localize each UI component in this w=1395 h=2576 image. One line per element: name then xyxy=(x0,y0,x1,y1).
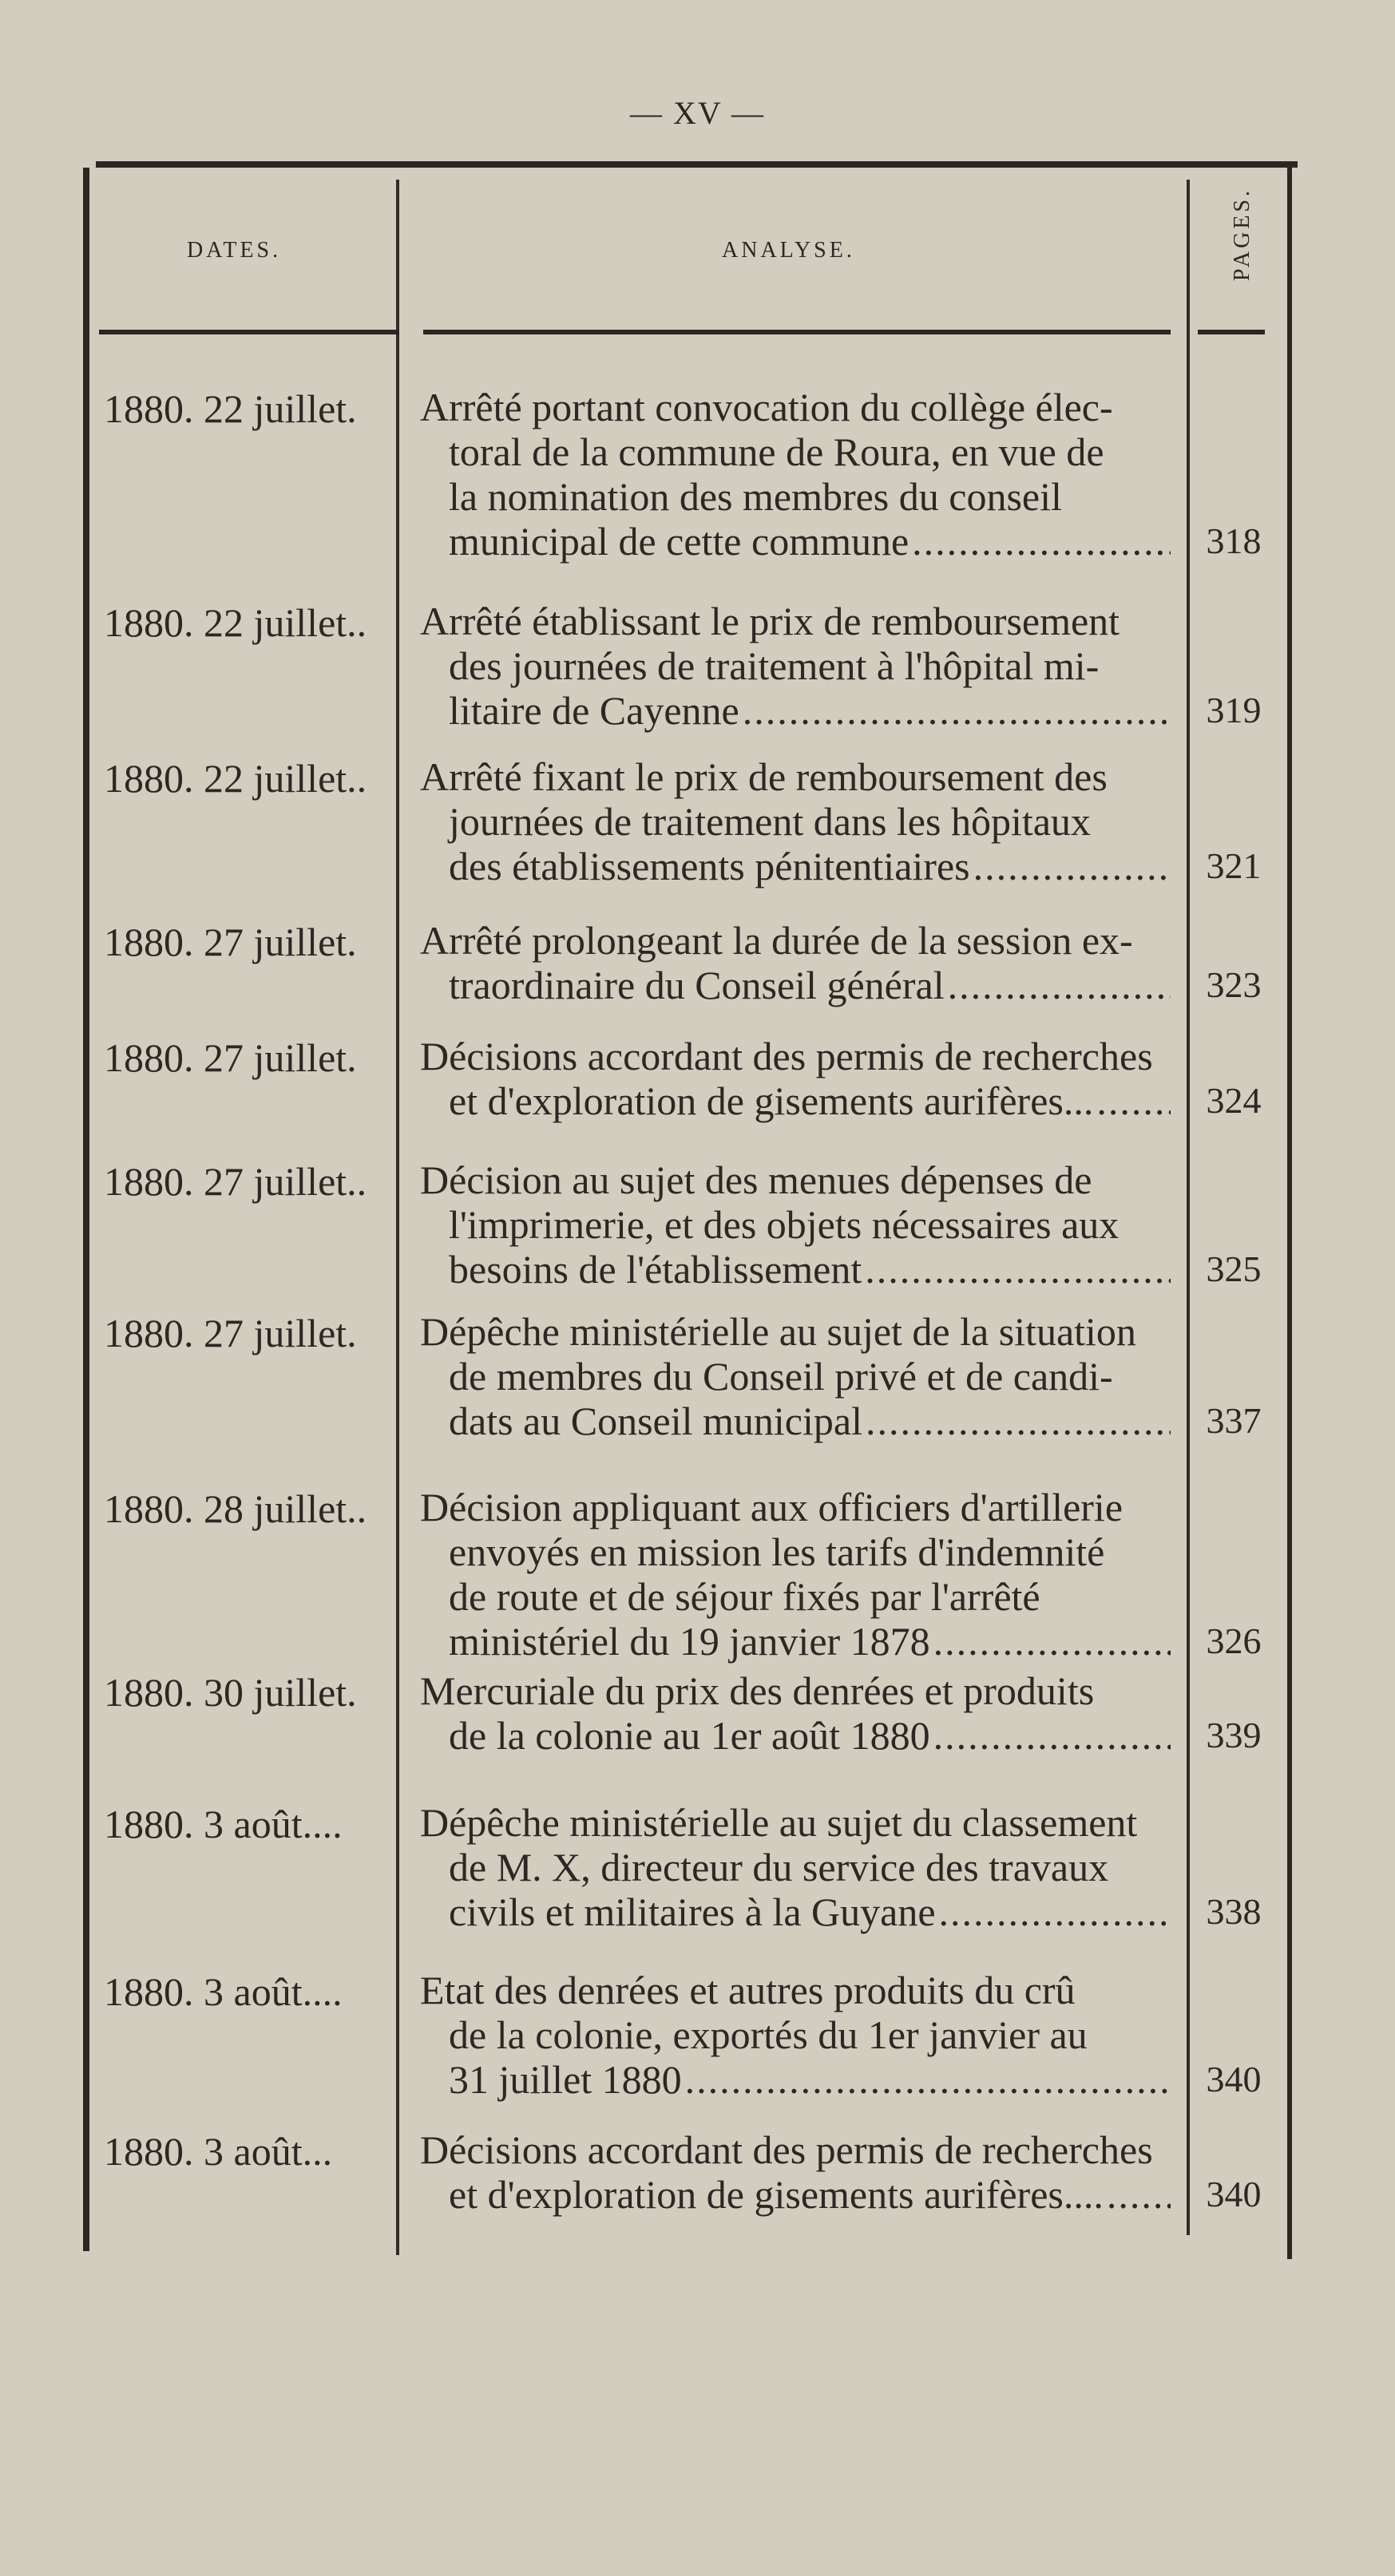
entry-page-number: 340 xyxy=(1206,2174,1262,2214)
leader-dots xyxy=(939,1889,1171,1934)
analysis-line: Décision au sujet des menues dépenses de xyxy=(420,1157,1092,1202)
entry-analysis xyxy=(420,385,1171,564)
analysis-line: journées de traitement dans les hôpitaux xyxy=(449,799,1091,844)
entry-page-number: 325 xyxy=(1206,1248,1262,1289)
leader-dots xyxy=(912,519,1171,564)
page-number-header: — XV — xyxy=(629,95,766,131)
analysis-line-text: civils et militaires à la Guyane xyxy=(449,1889,936,1934)
analysis-line xyxy=(420,844,1171,888)
column-divider-dates xyxy=(396,180,399,2255)
analysis-line: Dépêche ministérielle au sujet de la situation xyxy=(420,1309,1136,1354)
leader-dots xyxy=(933,1713,1171,1758)
entry-analysis xyxy=(420,918,1171,1007)
column-header-pages: PAGES. xyxy=(1230,188,1254,282)
analysis-line-text: dats au Conseil municipal xyxy=(449,1399,862,1443)
entry-page-number: 326 xyxy=(1206,1620,1262,1661)
entry-analysis xyxy=(420,1309,1171,1443)
entry-analysis xyxy=(420,599,1171,733)
analysis-line: Dépêche ministérielle au sujet du classement xyxy=(420,1800,1138,1845)
entry-analysis xyxy=(420,1034,1171,1123)
analysis-line: Arrêté établissant le prix de remboursement xyxy=(420,599,1120,643)
table-right-border xyxy=(1287,168,1292,2259)
analysis-line-text: et d'exploration de gisements aurifères.... xyxy=(449,2172,1104,2217)
column-header-dates: DATES. xyxy=(187,238,282,263)
entry-analysis xyxy=(420,1668,1171,1758)
analysis-line xyxy=(420,1247,1171,1292)
analysis-line-text: traordinaire du Conseil général xyxy=(449,963,945,1007)
analysis-line: de membres du Conseil privé et de candi- xyxy=(449,1354,1113,1399)
entry-date: 1880. 27 juillet.. xyxy=(104,1159,367,1204)
analysis-line-text: et d'exploration de gisements aurifères... xyxy=(449,1078,1094,1123)
entry-date: 1880. 28 juillet.. xyxy=(104,1486,367,1531)
column-header-analyse: ANALYSE. xyxy=(722,238,855,263)
analysis-line: Arrêté fixant le prix de remboursement des xyxy=(420,754,1108,799)
analysis-line: toral de la commune de Roura, en vue de xyxy=(449,429,1104,474)
analysis-line: Décision appliquant aux officiers d'artillerie xyxy=(420,1485,1124,1529)
entry-page-number: 340 xyxy=(1206,2059,1262,2099)
entry-date: 1880. 27 juillet. xyxy=(104,1035,357,1080)
entry-date: 1880. 22 juillet. xyxy=(104,386,357,431)
analysis-line-text: besoins de l'établissement xyxy=(449,1247,862,1292)
analysis-line-text: des établissements pénitentiaires xyxy=(449,844,970,888)
entry-page-number: 337 xyxy=(1206,1400,1262,1441)
analysis-line: Mercuriale du prix des denrées et produits xyxy=(420,1668,1095,1713)
entry-analysis xyxy=(420,1800,1171,1934)
entry-date: 1880. 3 août... xyxy=(104,2129,333,2174)
analysis-line: des journées de traitement à l'hôpital mi- xyxy=(449,643,1100,688)
analysis-line: Etat des denrées et autres produits du crû xyxy=(420,1968,1076,2012)
analysis-line-text: municipal de cette commune xyxy=(449,519,910,564)
header-rule-analyse xyxy=(423,330,1171,334)
analysis-line: de route et de séjour fixés par l'arrêté xyxy=(449,1574,1040,1619)
analysis-line xyxy=(420,519,1171,564)
entry-page-number: 321 xyxy=(1206,845,1262,886)
leader-dots xyxy=(685,2057,1171,2102)
entry-page-number: 324 xyxy=(1206,1080,1262,1121)
header-rule-dates xyxy=(99,330,399,334)
leader-dots xyxy=(948,963,1171,1007)
entry-analysis xyxy=(420,1485,1171,1664)
analysis-line-text: ministériel du 19 janvier 1878 xyxy=(449,1619,930,1664)
analysis-line xyxy=(420,963,1171,1007)
leader-dots xyxy=(933,1619,1171,1664)
entry-analysis xyxy=(420,1157,1171,1292)
analysis-line xyxy=(420,1399,1171,1443)
entry-page-number: 323 xyxy=(1206,964,1262,1005)
entry-date: 1880. 22 juillet.. xyxy=(104,600,367,645)
analysis-line-text: de la colonie au 1er août 1880 xyxy=(449,1713,930,1758)
analysis-line: l'imprimerie, et des objets nécessaires aux xyxy=(449,1202,1120,1247)
leader-dots xyxy=(1107,2172,1171,2217)
entry-analysis xyxy=(420,2127,1171,2217)
analysis-line: de M. X, directeur du service des travaux xyxy=(449,1845,1109,1889)
analysis-line xyxy=(420,2057,1171,2102)
entry-date: 1880. 27 juillet. xyxy=(104,1311,357,1355)
entry-date: 1880. 3 août.... xyxy=(104,1802,343,1846)
analysis-line-text: 31 juillet 1880 xyxy=(449,2057,682,2102)
entry-page-number: 318 xyxy=(1206,520,1262,561)
entry-date: 1880. 22 juillet.. xyxy=(104,756,367,801)
analysis-line-text: litaire de Cayenne xyxy=(449,688,739,733)
entry-page-number: 338 xyxy=(1206,1891,1262,1932)
analysis-line: Arrêté prolongeant la durée de la session ex- xyxy=(420,918,1133,963)
column-divider-pages xyxy=(1187,180,1190,2235)
analysis-line: de la colonie, exportés du 1er janvier au xyxy=(449,2012,1088,2057)
analysis-line xyxy=(420,1889,1171,1934)
entry-page-number: 319 xyxy=(1206,690,1262,730)
leader-dots xyxy=(866,1399,1171,1443)
analysis-line: Décisions accordant des permis de recherches xyxy=(420,2127,1153,2172)
entry-analysis xyxy=(420,754,1171,888)
entry-date: 1880. 30 juillet. xyxy=(104,1670,357,1715)
entry-page-number: 339 xyxy=(1206,1715,1262,1755)
analysis-line xyxy=(420,1078,1171,1123)
analysis-line xyxy=(420,2172,1171,2217)
analysis-line xyxy=(420,1619,1171,1664)
leader-dots xyxy=(865,1247,1171,1292)
leader-dots xyxy=(973,844,1171,888)
analysis-line: Décisions accordant des permis de recherches xyxy=(420,1034,1153,1078)
analysis-line: envoyés en mission les tarifs d'indemnité xyxy=(449,1529,1105,1574)
analysis-line xyxy=(420,688,1171,733)
table-top-rule xyxy=(96,161,1298,168)
leader-dots xyxy=(1096,1078,1171,1123)
header-rule-pages xyxy=(1198,330,1265,334)
analysis-line: la nomination des membres du conseil xyxy=(449,474,1062,519)
analysis-line: Arrêté portant convocation du collège élec- xyxy=(420,385,1113,429)
entry-analysis xyxy=(420,1968,1171,2102)
table-left-border xyxy=(83,168,89,2251)
analysis-line xyxy=(420,1713,1171,1758)
entry-date: 1880. 3 août.... xyxy=(104,1969,343,2014)
leader-dots xyxy=(743,688,1171,733)
entry-date: 1880. 27 juillet. xyxy=(104,920,357,964)
